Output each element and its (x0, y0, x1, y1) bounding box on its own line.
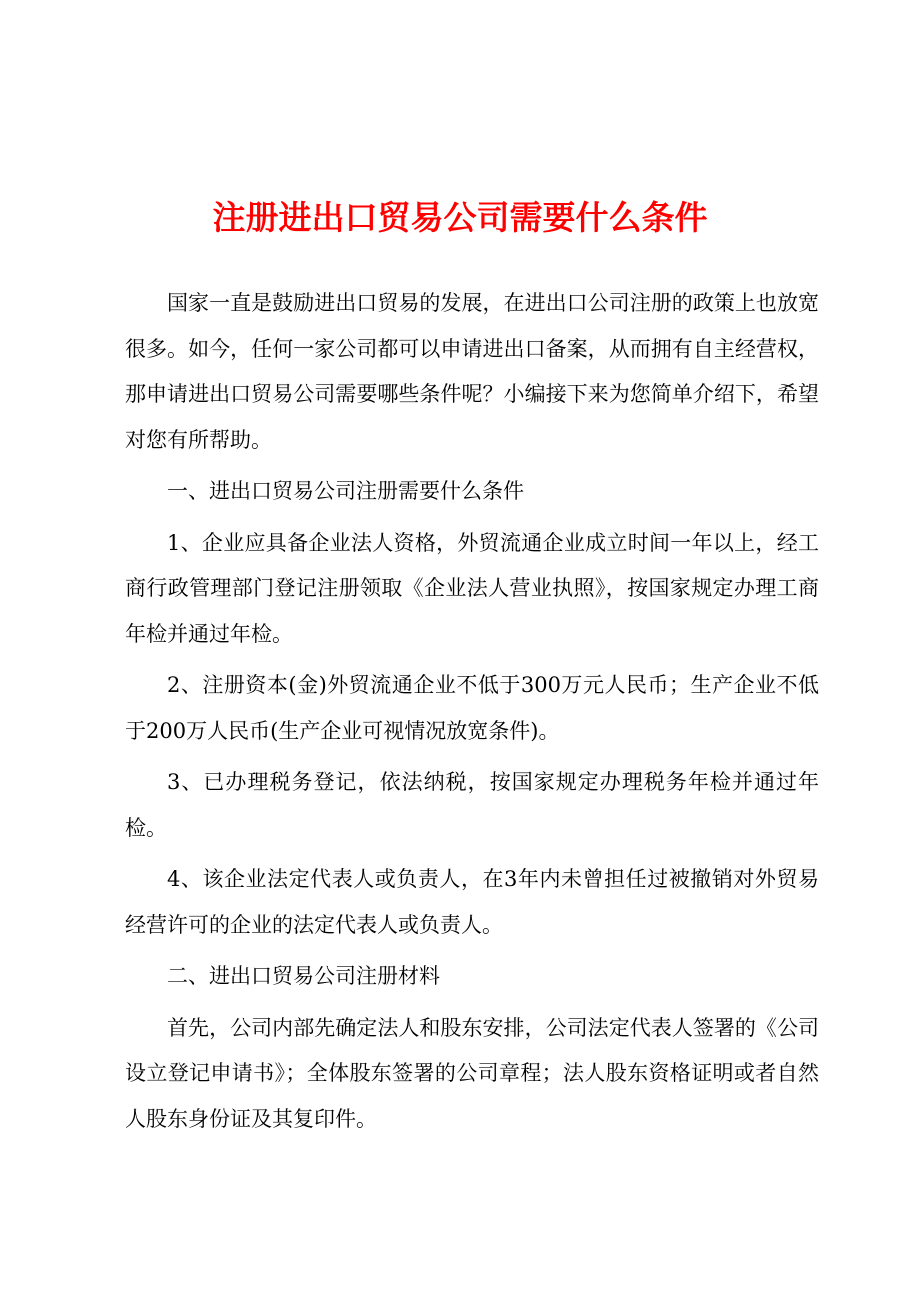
condition-item-3: 3、已办理税务登记，依法纳税，按国家规定办理税务年检并通过年检。 (125, 770, 819, 840)
condition-item-1: 1、企业应具备企业法人资格，外贸流通企业成立时间一年以上，经工商行政管理部门登记注册领取《企业法人营业执照》，按国家规定办理工商年检并通过年检。 (125, 530, 819, 646)
condition-item-4: 4、该企业法定代表人或负责人，在3年内未曾担任过被撤销对外贸易经营许可的企业的法定代表人或负责人。 (125, 867, 819, 937)
section-heading-conditions: 一、进出口贸易公司注册需要什么条件 (167, 479, 524, 503)
section-heading-materials: 二、进出口贸易公司注册材料 (167, 964, 440, 988)
materials-paragraph: 首先，公司内部先确定法人和股东安排，公司法定代表人签署的《公司设立登记申请书》；全体股东签署的公司章程；法人股东资格证明或者自然人股东身份证及其复印件。 (125, 1015, 819, 1131)
paragraph-intro: 国家一直是鼓励进出口贸易的发展，在进出口公司注册的政策上也放宽很多。如今，任何一家公司都可以申请进出口备案，从而拥有自主经营权，那申请进出口贸易公司需要哪些条件呢？小编接下来为您简单介绍下，希望对您有所帮助。 (125, 291, 819, 452)
document-title: 注册进出口贸易公司需要什么条件 (212, 198, 708, 237)
condition-item-2: 2、注册资本(金)外贸流通企业不低于300万元人民币；生产企业不低于200万人民币(生产企业可视情况放宽条件)。 (125, 673, 819, 743)
document-body (125, 281, 819, 1148)
